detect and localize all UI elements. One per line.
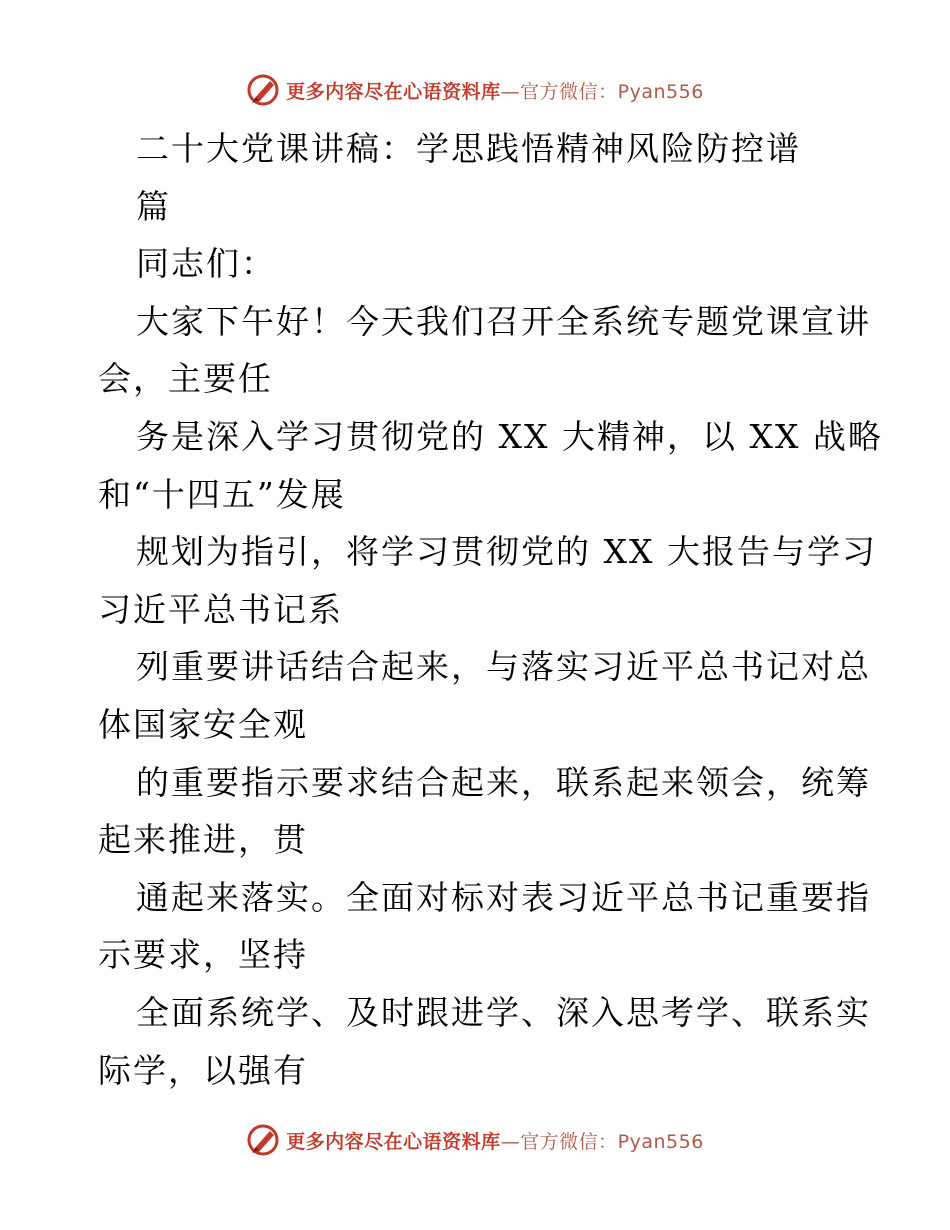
body-line: 列重要讲话结合起来，与落实习近平总书记对总	[136, 647, 871, 687]
body-line: 示要求，坚持	[98, 935, 308, 975]
footer-watermark-text: 更多内容尽在心语资料库—官方微信：Pyan556	[286, 1130, 704, 1153]
body-line: 会，主要任	[98, 359, 273, 399]
body-line: 全面系统学、及时跟进学、深入思考学、联系实	[136, 992, 871, 1032]
footer-watermark	[0, 1120, 950, 1160]
pen-logo-icon	[246, 1123, 280, 1157]
header-watermark	[0, 70, 950, 110]
body-line: 和“十四五”发展	[98, 474, 346, 514]
body-line: 规划为指引，将学习贯彻党的 XX 大报告与学习	[136, 532, 877, 572]
body-line: 务是深入学习贯彻党的 XX 大精神，以 XX 战略	[136, 416, 883, 456]
body-line: 起来推进，贯	[98, 820, 308, 860]
body-line: 通起来落实。全面对标对表习近平总书记重要指	[136, 877, 871, 917]
pen-logo-icon	[246, 73, 280, 107]
body-line: 体国家安全观	[98, 704, 308, 744]
body-line: 际学，以强有	[98, 1050, 308, 1090]
header-watermark-text: 更多内容尽在心语资料库—官方微信：Pyan556	[286, 80, 704, 103]
title-line: 篇	[136, 186, 171, 226]
body-line: 的重要指示要求结合起来，联系起来领会，统筹	[136, 762, 871, 802]
title-line: 二十大党课讲稿：学思践悟精神风险防控谱	[136, 129, 801, 168]
document-body	[98, 120, 883, 1099]
salutation: 同志们：	[136, 244, 276, 284]
body-line: 大家下午好！今天我们召开全系统专题党课宣讲	[136, 301, 871, 341]
body-line: 习近平总书记系	[98, 589, 343, 629]
